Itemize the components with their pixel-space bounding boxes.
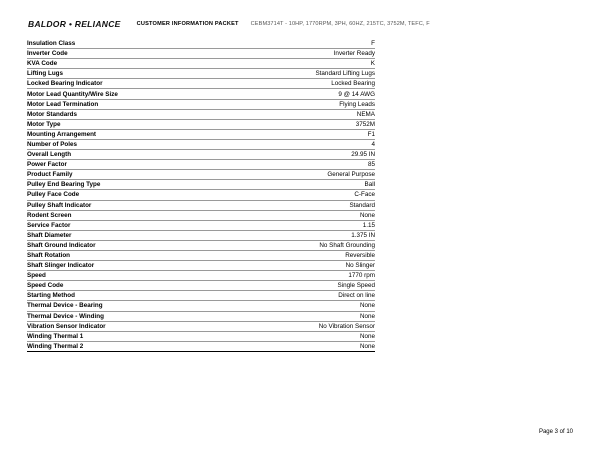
spec-label: Starting Method <box>27 292 75 300</box>
spec-label: Vibration Sensor Indicator <box>27 322 106 330</box>
spec-row <box>27 110 375 120</box>
spec-row <box>27 231 375 241</box>
spec-label: Lifting Lugs <box>27 70 64 78</box>
spec-value: None <box>359 312 375 320</box>
spec-label: Motor Standards <box>27 110 78 118</box>
spec-value: Inverter Ready <box>333 50 375 58</box>
spec-label: Pulley End Bearing Type <box>27 181 101 189</box>
spec-value: None <box>359 342 375 350</box>
spec-row <box>27 190 375 200</box>
spec-value: 4 <box>371 140 375 148</box>
spec-label: Power Factor <box>27 161 67 169</box>
spec-label: Shaft Slinger Indicator <box>27 262 95 270</box>
spec-row <box>27 180 375 190</box>
spec-label: Product Family <box>27 171 73 179</box>
spec-label: Thermal Device - Winding <box>27 312 104 320</box>
spec-label: Shaft Diameter <box>27 231 72 239</box>
spec-value: 1.375 IN <box>351 231 375 239</box>
spec-label: Insulation Class <box>27 40 76 48</box>
spec-label: Motor Lead Termination <box>27 100 99 108</box>
spec-row <box>27 312 375 322</box>
spec-value: General Purpose <box>327 171 375 179</box>
brand-logo: BALDOR • RELIANCE <box>28 19 121 29</box>
spec-value: Direct on line <box>338 292 375 300</box>
spec-label: Motor Lead Quantity/Wire Size <box>27 90 118 98</box>
spec-value: None <box>359 302 375 310</box>
spec-row <box>27 332 375 342</box>
spec-value: F1 <box>367 130 375 138</box>
spec-value: 9 @ 14 AWG <box>338 90 375 98</box>
spec-value: No Slinger <box>345 262 375 270</box>
spec-value: None <box>359 332 375 340</box>
spec-label: Number of Poles <box>27 140 78 148</box>
spec-label: Rodent Screen <box>27 211 72 219</box>
spec-label: Pulley Shaft Indicator <box>27 201 92 209</box>
spec-label: Motor Type <box>27 120 61 128</box>
spec-row <box>27 342 375 352</box>
spec-label: Winding Thermal 2 <box>27 342 84 350</box>
spec-value: Ball <box>364 181 375 189</box>
spec-label: Shaft Rotation <box>27 252 71 260</box>
spec-row <box>27 39 375 49</box>
spec-value: Standard <box>349 201 375 209</box>
spec-row <box>27 59 375 69</box>
spec-row <box>27 130 375 140</box>
spec-row <box>27 251 375 261</box>
spec-row <box>27 69 375 79</box>
spec-value: No Vibration Sensor <box>318 322 375 330</box>
spec-value: Standard Lifting Lugs <box>315 70 375 78</box>
spec-row <box>27 201 375 211</box>
spec-value: 1770 rpm <box>348 272 375 280</box>
spec-value: 29.95 IN <box>351 151 375 159</box>
spec-value: C-Face <box>354 191 375 199</box>
spec-label: Shaft Ground Indicator <box>27 241 96 249</box>
spec-value: No Shaft Grounding <box>319 241 375 249</box>
spec-value: NEMA <box>356 110 375 118</box>
page-number: Page 3 of 10 <box>538 429 573 435</box>
spec-value: Flying Leads <box>339 100 375 108</box>
spec-label: Locked Bearing Indicator <box>27 80 103 88</box>
spec-row <box>27 100 375 110</box>
spec-value: None <box>359 211 375 219</box>
spec-row <box>27 120 375 130</box>
page-header <box>28 18 588 30</box>
spec-label: Thermal Device - Bearing <box>27 302 103 310</box>
spec-row <box>27 140 375 150</box>
spec-label: KVA Code <box>27 60 58 68</box>
spec-table <box>27 39 375 352</box>
spec-value: Reversible <box>345 252 375 260</box>
spec-value: Single Speed <box>337 282 375 290</box>
spec-row <box>27 89 375 99</box>
spec-label: Mounting Arrangement <box>27 130 97 138</box>
spec-row <box>27 160 375 170</box>
spec-row <box>27 271 375 281</box>
spec-label: Winding Thermal 1 <box>27 332 84 340</box>
model-description: CEBM3714T - 10HP, 1770RPM, 3PH, 60HZ, 215TC, 3752M, TEFC, F <box>250 21 430 27</box>
spec-label: Inverter Code <box>27 50 68 58</box>
spec-row <box>27 150 375 160</box>
spec-row <box>27 281 375 291</box>
spec-row <box>27 301 375 311</box>
spec-value: 3752M <box>355 120 375 128</box>
spec-value: 85 <box>367 161 375 169</box>
spec-label: Service Factor <box>27 221 71 229</box>
spec-label: Overall Length <box>27 151 72 159</box>
spec-row <box>27 49 375 59</box>
spec-row <box>27 322 375 332</box>
spec-value: 1.15 <box>362 221 375 229</box>
spec-row <box>27 79 375 89</box>
spec-row <box>27 170 375 180</box>
spec-value: F <box>371 40 375 48</box>
spec-label: Speed Code <box>27 282 64 290</box>
spec-label: Pulley Face Code <box>27 191 80 199</box>
spec-row <box>27 221 375 231</box>
spec-row <box>27 211 375 221</box>
spec-row <box>27 241 375 251</box>
packet-title: CUSTOMER INFORMATION PACKET <box>136 21 239 27</box>
spec-row <box>27 261 375 271</box>
spec-value: Locked Bearing <box>331 80 375 88</box>
spec-row <box>27 291 375 301</box>
spec-value: K <box>370 60 375 68</box>
spec-label: Speed <box>27 272 46 280</box>
